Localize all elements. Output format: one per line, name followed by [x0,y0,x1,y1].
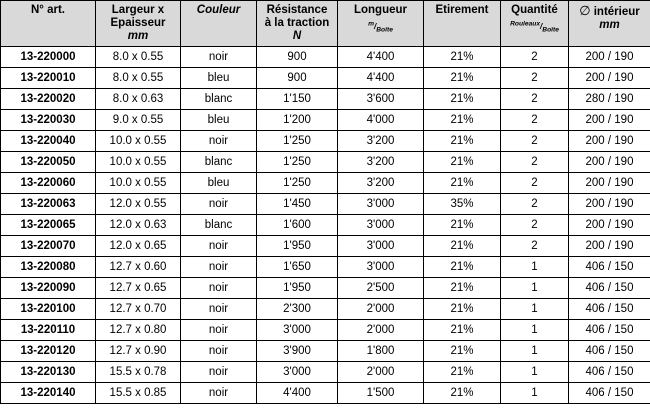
inner-diameter-cell: 406 / 150 [569,278,650,299]
tensile-strength-cell: 1'250 [257,152,338,173]
size-cell: 12.0 x 0.65 [96,236,181,257]
table-row [1,110,650,131]
stretch-cell: 21% [424,131,501,152]
tensile-strength-cell: 900 [257,68,338,89]
article-number-cell: 13-220000 [1,47,96,68]
size-cell: 12.7 x 0.90 [96,341,181,362]
length-cell: 1'500 [338,383,424,404]
inner-diameter-cell: 406 / 150 [569,257,650,278]
article-number-cell: 13-220100 [1,299,96,320]
quantity-cell: 2 [501,47,569,68]
length-cell: 3'000 [338,215,424,236]
table-row [1,257,650,278]
article-number-cell: 13-220040 [1,131,96,152]
header-quantity-label: Quantité [511,4,558,16]
length-cell: 3'200 [338,173,424,194]
length-cell: 4'400 [338,47,424,68]
tensile-strength-cell: 900 [257,47,338,68]
header-width-thickness [96,1,181,47]
length-cell: 3'000 [338,257,424,278]
color-cell: noir [181,278,257,299]
quantity-cell: 1 [501,278,569,299]
article-number-cell: 13-220065 [1,215,96,236]
quantity-cell: 2 [501,173,569,194]
length-cell: 4'000 [338,110,424,131]
table-row [1,173,650,194]
size-cell: 8.0 x 0.55 [96,68,181,89]
quantity-cell: 1 [501,320,569,341]
size-cell: 8.0 x 0.63 [96,89,181,110]
tensile-strength-cell: 1'650 [257,257,338,278]
table-row [1,152,650,173]
tensile-strength-cell: 1'150 [257,89,338,110]
color-cell: noir [181,131,257,152]
header-length-label: Longueur [353,4,408,16]
header-thickness-label: Epaisseur [110,17,166,29]
article-number-cell: 13-220060 [1,173,96,194]
quantity-cell: 2 [501,152,569,173]
size-cell: 12.7 x 0.70 [96,299,181,320]
quantity-cell: 2 [501,110,569,131]
tensile-strength-cell: 2'300 [257,299,338,320]
quantity-cell: 2 [501,68,569,89]
table-body [1,47,650,404]
article-number-cell: 13-220120 [1,341,96,362]
table-row [1,68,650,89]
size-cell: 12.7 x 0.60 [96,257,181,278]
header-length-unit-num: m [368,20,375,27]
table-row [1,278,650,299]
stretch-cell: 21% [424,257,501,278]
size-cell: 10.0 x 0.55 [96,152,181,173]
tensile-strength-cell: 1'450 [257,194,338,215]
color-cell: bleu [181,173,257,194]
length-cell: 3'000 [338,194,424,215]
size-cell: 8.0 x 0.55 [96,47,181,68]
length-cell: 2'000 [338,299,424,320]
tensile-strength-cell: 1'250 [257,173,338,194]
stretch-cell: 21% [424,89,501,110]
length-cell: 3'000 [338,236,424,257]
color-cell: noir [181,362,257,383]
article-number-cell: 13-220063 [1,194,96,215]
length-cell: 1'800 [338,341,424,362]
header-resistance-label: Résistance [266,4,328,16]
article-number-cell: 13-220030 [1,110,96,131]
quantity-cell: 1 [501,299,569,320]
length-cell: 2'000 [338,362,424,383]
article-number-cell: 13-220110 [1,320,96,341]
article-number-cell: 13-220050 [1,152,96,173]
table-row [1,383,650,404]
header-inner-diameter [569,1,650,47]
stretch-cell: 21% [424,215,501,236]
header-quantity-unit [510,20,559,34]
header-article-number-label: N° art. [31,4,65,16]
header-color [181,1,257,47]
size-cell: 9.0 x 0.55 [96,110,181,131]
table-row [1,215,650,236]
header-quantity [501,1,569,47]
stretch-cell: 21% [424,320,501,341]
table-row [1,299,650,320]
color-cell: blanc [181,215,257,236]
header-resistance-unit: N [292,30,302,42]
color-cell: noir [181,320,257,341]
header-quantity-unit-num: Rouleaux [510,20,541,27]
length-cell: 3'600 [338,89,424,110]
quantity-cell: 2 [501,215,569,236]
table-row [1,89,650,110]
quantity-cell: 1 [501,362,569,383]
size-cell: 15.5 x 0.78 [96,362,181,383]
size-cell: 10.0 x 0.55 [96,131,181,152]
table-header [1,1,650,47]
article-number-cell: 13-220070 [1,236,96,257]
color-cell: noir [181,383,257,404]
article-number-cell: 13-220020 [1,89,96,110]
header-traction-label: à la traction [264,17,330,29]
article-number-cell: 13-220080 [1,257,96,278]
tensile-strength-cell: 1'950 [257,236,338,257]
inner-diameter-cell: 406 / 150 [569,341,650,362]
quantity-cell: 2 [501,131,569,152]
color-cell: bleu [181,110,257,131]
color-cell: noir [181,299,257,320]
article-number-cell: 13-220010 [1,68,96,89]
stretch-cell: 21% [424,152,501,173]
tensile-strength-cell: 1'950 [257,278,338,299]
stretch-cell: 21% [424,68,501,89]
stretch-cell: 21% [424,362,501,383]
stretch-cell: 21% [424,383,501,404]
article-number-cell: 13-220140 [1,383,96,404]
inner-diameter-cell: 200 / 190 [569,236,650,257]
size-cell: 10.0 x 0.55 [96,173,181,194]
tensile-strength-cell: 1'250 [257,131,338,152]
header-inner-diameter-label: intérieur [590,6,640,18]
color-cell: blanc [181,152,257,173]
tensile-strength-cell: 3'000 [257,362,338,383]
quantity-cell: 2 [501,89,569,110]
table-row [1,236,650,257]
header-quantity-unit-slash: / [540,21,543,31]
quantity-cell: 1 [501,341,569,362]
table-row [1,341,650,362]
header-row [1,1,650,47]
diameter-icon: ∅ [579,3,591,18]
stretch-cell: 21% [424,236,501,257]
length-cell: 3'200 [338,152,424,173]
article-number-cell: 13-220130 [1,362,96,383]
color-cell: noir [181,257,257,278]
inner-diameter-cell: 200 / 190 [569,194,650,215]
color-cell: noir [181,341,257,362]
header-stretch [424,1,501,47]
tensile-strength-cell: 3'900 [257,341,338,362]
table-row [1,47,650,68]
inner-diameter-cell: 406 / 150 [569,383,650,404]
inner-diameter-cell: 200 / 190 [569,47,650,68]
color-cell: noir [181,47,257,68]
table-row [1,362,650,383]
quantity-cell: 2 [501,236,569,257]
inner-diameter-cell: 200 / 190 [569,110,650,131]
header-tensile-strength [257,1,338,47]
header-length [338,1,424,47]
tensile-strength-cell: 4'400 [257,383,338,404]
size-cell: 12.0 x 0.55 [96,194,181,215]
table-row [1,320,650,341]
inner-diameter-cell: 406 / 150 [569,320,650,341]
size-cell: 12.7 x 0.80 [96,320,181,341]
header-length-unit [368,20,393,34]
inner-diameter-cell: 200 / 190 [569,68,650,89]
header-width-label: Largeur x [111,4,165,16]
stretch-cell: 21% [424,341,501,362]
inner-diameter-cell: 406 / 150 [569,362,650,383]
inner-diameter-cell: 200 / 190 [569,173,650,194]
length-cell: 2'000 [338,320,424,341]
length-cell: 4'400 [338,68,424,89]
inner-diameter-cell: 406 / 150 [569,299,650,320]
table-row [1,131,650,152]
tensile-strength-cell: 1'600 [257,215,338,236]
article-number-cell: 13-220090 [1,278,96,299]
length-cell: 3'200 [338,131,424,152]
header-diameter-unit: mm [599,19,620,31]
stretch-cell: 35% [424,194,501,215]
header-color-label: Couleur [196,4,241,16]
stretch-cell: 21% [424,278,501,299]
tensile-strength-cell: 3'000 [257,320,338,341]
color-cell: noir [181,236,257,257]
inner-diameter-cell: 200 / 190 [569,131,650,152]
header-length-unit-den: Boîte [376,26,393,34]
stretch-cell: 21% [424,47,501,68]
header-size-unit: mm [127,30,149,42]
inner-diameter-cell: 200 / 190 [569,152,650,173]
inner-diameter-cell: 280 / 190 [569,89,650,110]
header-length-unit-slash: / [374,21,377,31]
size-cell: 12.0 x 0.63 [96,215,181,236]
quantity-cell: 1 [501,257,569,278]
quantity-cell: 1 [501,383,569,404]
stretch-cell: 21% [424,299,501,320]
header-stretch-label: Etirement [435,4,489,16]
tensile-strength-cell: 1'200 [257,110,338,131]
header-article-number [1,1,96,47]
length-cell: 2'500 [338,278,424,299]
color-cell: blanc [181,89,257,110]
size-cell: 12.7 x 0.65 [96,278,181,299]
color-cell: bleu [181,68,257,89]
stretch-cell: 21% [424,173,501,194]
color-cell: noir [181,194,257,215]
header-quantity-unit-den: Boîte [542,26,559,34]
table-row [1,194,650,215]
stretch-cell: 21% [424,110,501,131]
inner-diameter-cell: 200 / 190 [569,215,650,236]
size-cell: 15.5 x 0.85 [96,383,181,404]
quantity-cell: 2 [501,194,569,215]
